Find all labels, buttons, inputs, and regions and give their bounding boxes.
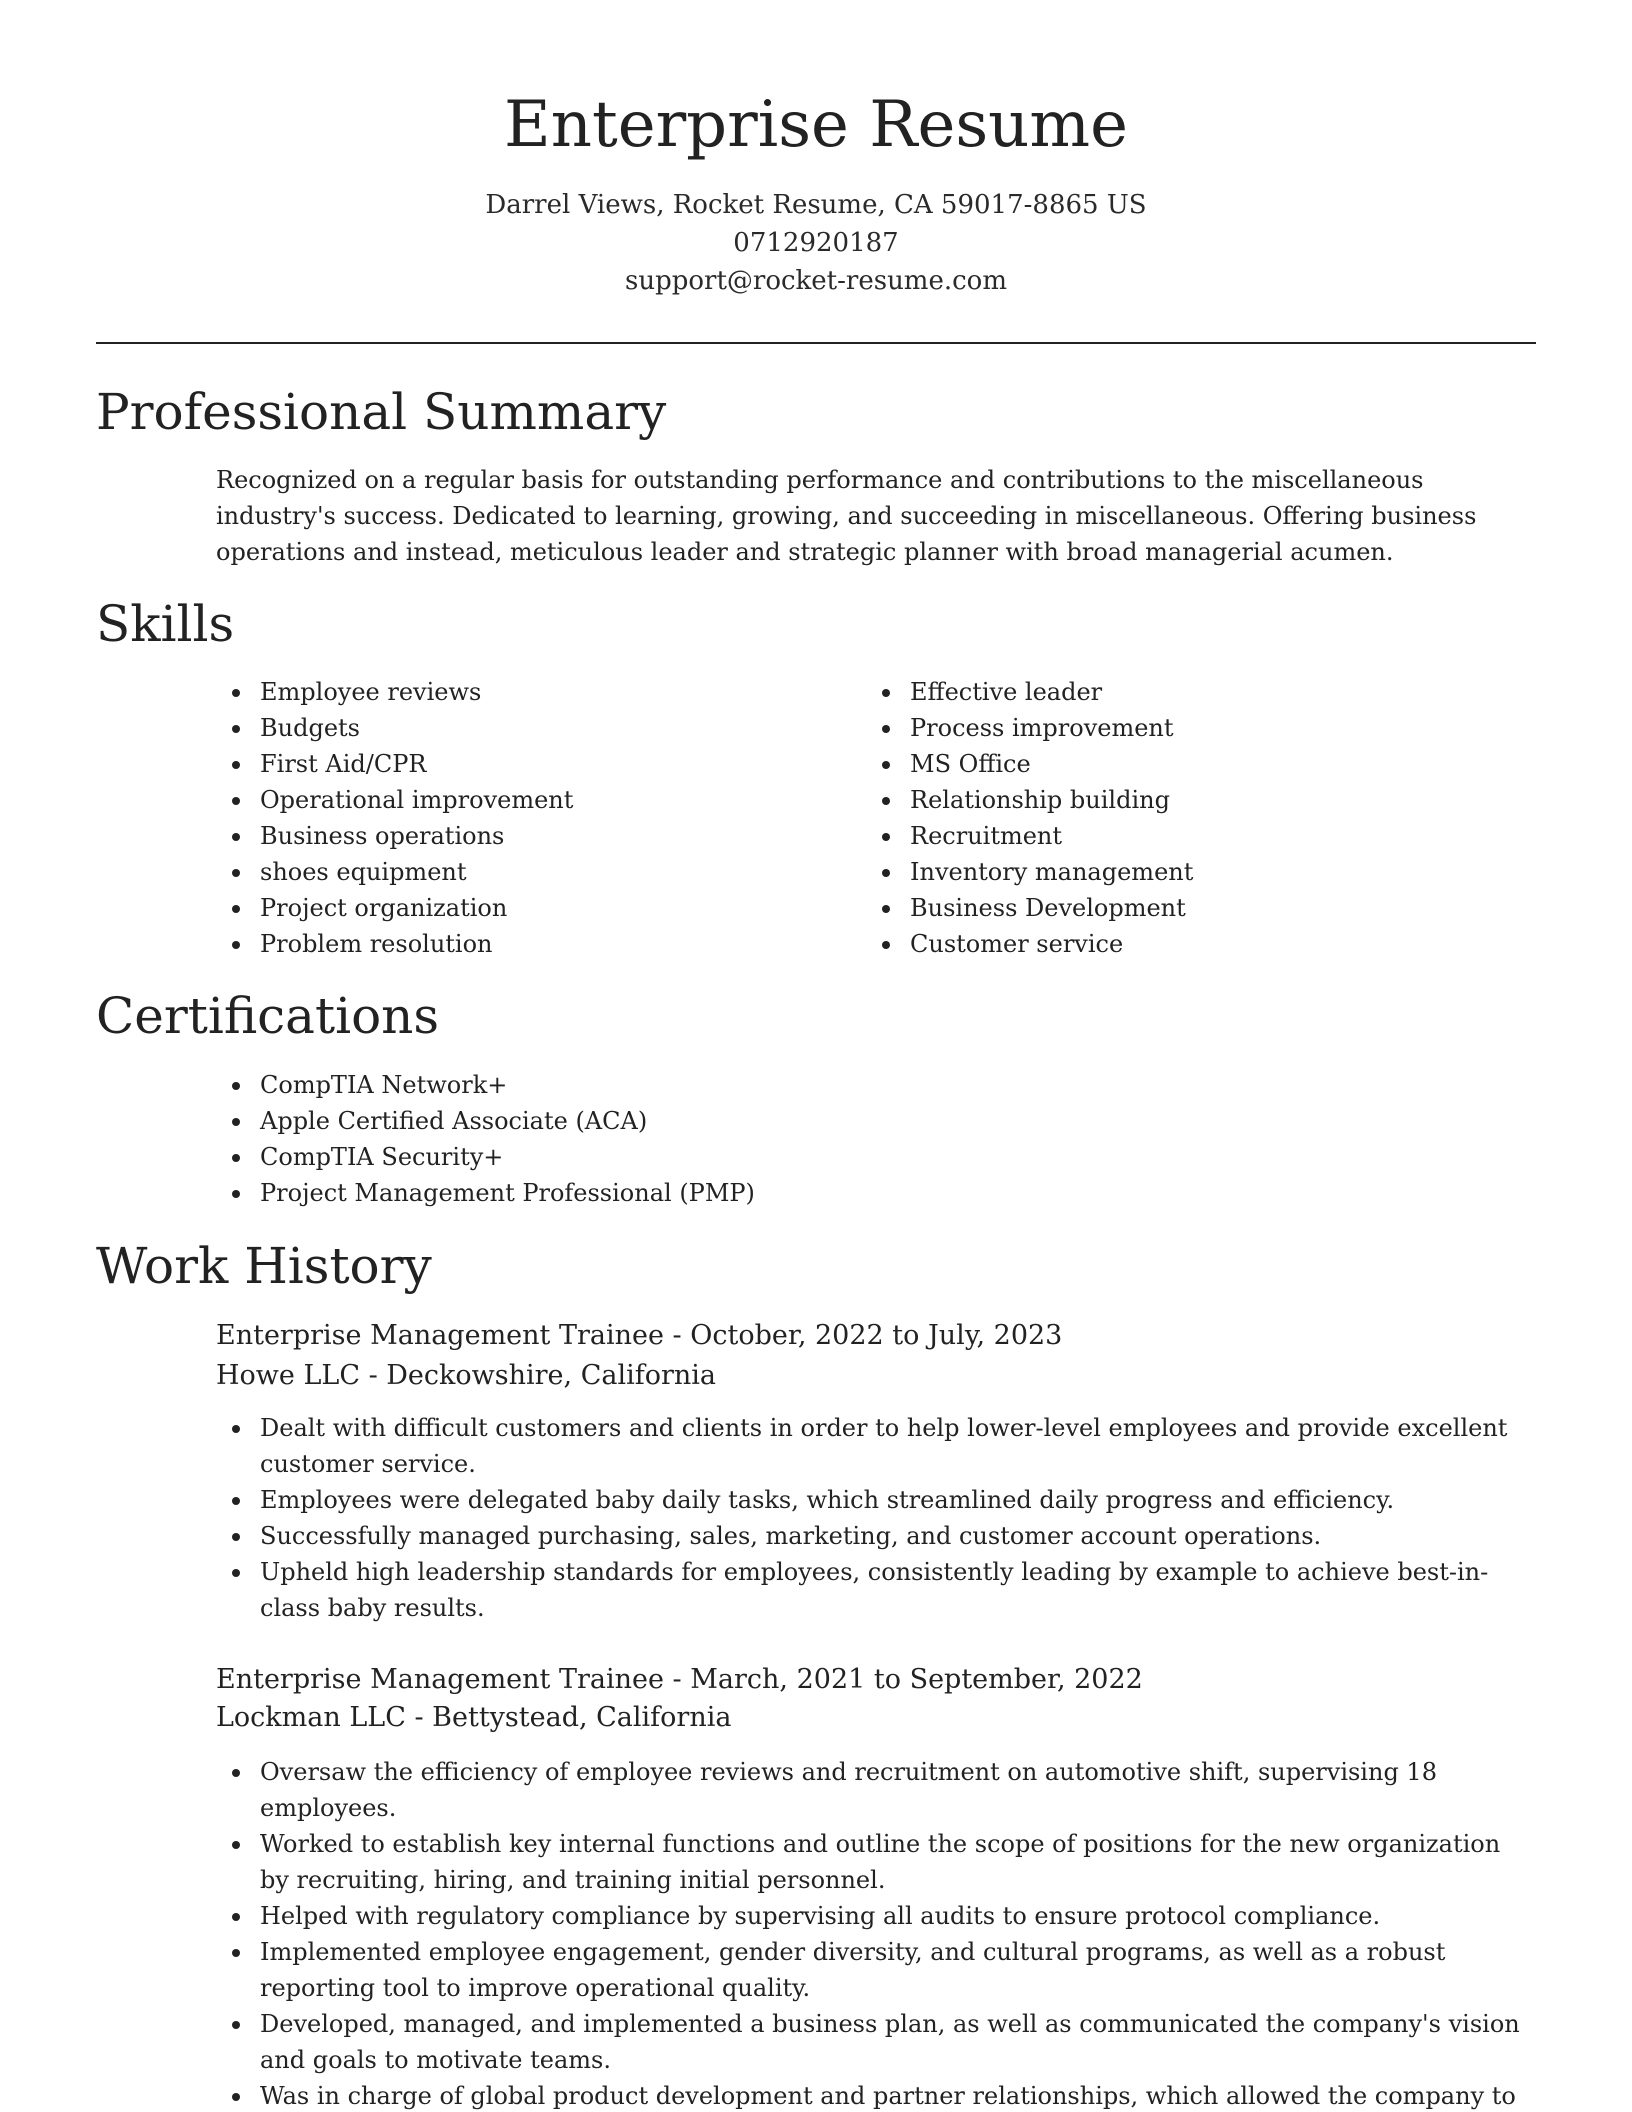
summary-text: Recognized on a regular basis for outstanding performance and contributions to the miscellaneous industry's success. Dedicated to learning, growing, and succeeding in miscellaneous. Offering business operations and instead, meticulous leader and strategic planner with broad managerial acumen. — [216, 466, 1477, 566]
certification-item: Apple Certified Associate (ACA) — [216, 1103, 1116, 1139]
skill-item: First Aid/CPR — [216, 746, 816, 782]
certifications-list — [216, 1067, 1116, 1211]
job-duty: Implemented employee engagement, gender diversity, and cultural programs, as well as a robust reporting tool to improve operational quality. — [216, 1934, 1536, 2006]
resume-name: Enterprise Resume — [504, 88, 1128, 162]
job-company: Howe LLC — [216, 1360, 360, 1391]
skill-item: shoes equipment — [216, 854, 816, 890]
job-company: Lockman LLC — [216, 1702, 406, 1733]
contact-address: Darrel Views, Rocket Resume, CA 59017-8865 US — [485, 190, 1147, 220]
job-company-line — [216, 1698, 731, 1738]
summary-heading: Professional Summary — [96, 383, 667, 441]
skill-item: Operational improvement — [216, 782, 816, 818]
job-duty: Successfully managed purchasing, sales, marketing, and customer account operations. — [216, 1518, 1536, 1554]
contact-phone: 0712920187 — [733, 228, 899, 258]
skill-item: Business operations — [216, 818, 816, 854]
skill-item: Business Development — [866, 890, 1506, 926]
job-duty: Developed, managed, and implemented a business plan, as well as communicated the company's vision and goals to motivate teams. — [216, 2006, 1536, 2078]
job-duty: Worked to establish key internal functions and outline the scope of positions for the new organization by recruiting, hiring, and training initial personnel. — [216, 1826, 1536, 1898]
skill-item: Relationship building — [866, 782, 1506, 818]
skill-item: Problem resolution — [216, 926, 816, 962]
skill-item: Budgets — [216, 710, 816, 746]
work-history-heading: Work History — [96, 1237, 432, 1295]
skill-item: Effective leader — [866, 674, 1506, 710]
certification-item: CompTIA Network+ — [216, 1067, 1116, 1103]
job-duty: Helped with regulatory compliance by supervising all audits to ensure protocol compliance. — [216, 1898, 1536, 1934]
resume-header — [0, 82, 1632, 300]
job-location: - Deckowshire, California — [360, 1360, 716, 1391]
contact-email: support@rocket-resume.com — [624, 266, 1007, 296]
job-duties-list — [216, 1410, 1536, 1626]
job-location: - Bettystead, California — [405, 1702, 732, 1733]
job-duty: Was in charge of global product development and partner relationships, which allowed the company to — [216, 2078, 1536, 2112]
skill-item: Employee reviews — [216, 674, 816, 710]
job-dates: - October, 2022 to July, 2023 — [663, 1320, 1063, 1351]
job-title: Enterprise Management Trainee — [216, 1664, 664, 1695]
skill-item: Customer service — [866, 926, 1506, 962]
certifications-heading: Certifications — [96, 987, 440, 1045]
job-duty: Dealt with difficult customers and clients in order to help lower-level employees and provide excellent customer service. — [216, 1410, 1536, 1482]
certification-item: Project Management Professional (PMP) — [216, 1175, 1116, 1211]
skill-item: Recruitment — [866, 818, 1506, 854]
job-title-line — [216, 1660, 1143, 1700]
skill-item: Process improvement — [866, 710, 1506, 746]
certification-item: CompTIA Security+ — [216, 1139, 1116, 1175]
skills-heading: Skills — [96, 595, 235, 653]
job-dates: - March, 2021 to September, 2022 — [663, 1664, 1143, 1695]
skills-list-right — [866, 674, 1506, 962]
header-divider — [96, 342, 1536, 344]
job-duty: Upheld high leadership standards for employees, consistently leading by example to achieve best-in-class baby results. — [216, 1554, 1536, 1626]
job-duty: Employees were delegated baby daily tasks, which streamlined daily progress and efficiency. — [216, 1482, 1536, 1518]
job-duty: Oversaw the efficiency of employee reviews and recruitment on automotive shift, supervising 18 employees. — [216, 1754, 1536, 1826]
skill-item: MS Office — [866, 746, 1506, 782]
job-company-line — [216, 1356, 716, 1396]
job-title-line — [216, 1316, 1062, 1356]
skill-item: Inventory management — [866, 854, 1506, 890]
skill-item: Project organization — [216, 890, 816, 926]
skills-list-left — [216, 674, 816, 962]
job-title: Enterprise Management Trainee — [216, 1320, 664, 1351]
job-duties-list — [216, 1754, 1536, 2112]
